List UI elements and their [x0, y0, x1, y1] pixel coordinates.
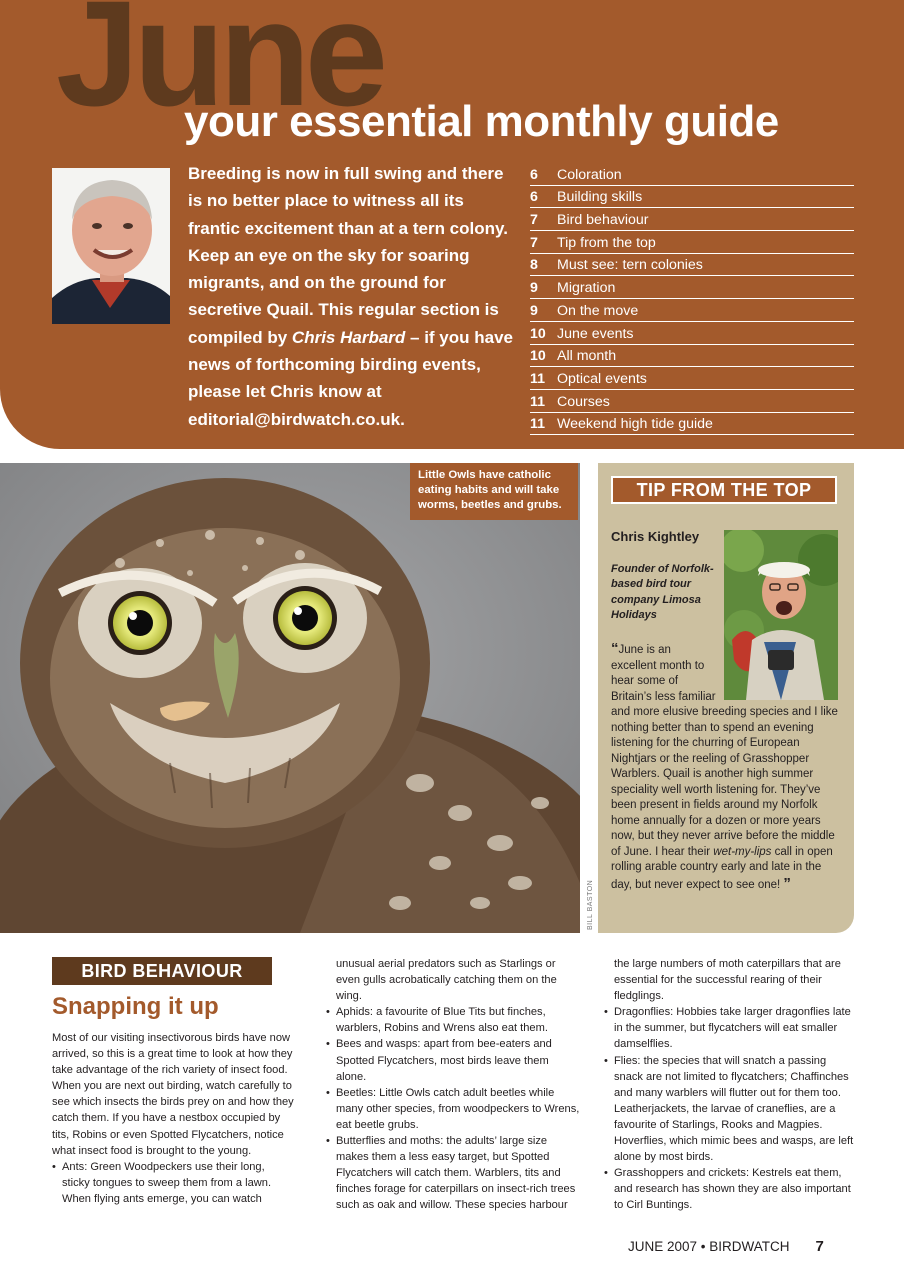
- tip-heading: TIP FROM THE TOP: [611, 476, 837, 504]
- toc-title: Must see: tern colonies: [557, 257, 703, 274]
- intro-author: Chris Harbard: [291, 327, 406, 347]
- intro-paragraph: [188, 160, 518, 433]
- toc-page: 8: [530, 257, 538, 274]
- section-heading: BIRD BEHAVIOUR: [52, 957, 272, 985]
- intro-end: – if you have news of forthcoming birding events, please let Chris know at editorial@birdwatch.co.uk.: [188, 327, 513, 429]
- article-column-3: [604, 956, 854, 1214]
- toc-page: 6: [530, 166, 538, 183]
- toc-item[interactable]: [530, 208, 854, 231]
- toc-item[interactable]: [530, 299, 854, 322]
- article-column-2: [326, 956, 582, 1214]
- toc-item[interactable]: [530, 186, 854, 209]
- toc-item[interactable]: [530, 345, 854, 368]
- continued-text: unusual aerial predators such as Starlings or even gulls acrobatically catching them on the wing.: [336, 958, 557, 1003]
- article-column-1: [52, 1030, 294, 1207]
- intro-main: Breeding is now in full swing and there is no better place to witness all its frantic excitement than at a tern colony. Keep an eye on the sky for soaring migrants, and on the ground for secretive Quail. This regular section is compiled by: [188, 164, 508, 347]
- tip-quote: [611, 641, 841, 893]
- month-title: June: [56, 0, 383, 137]
- list-item: • Bees and wasps: apart from bee-eaters and Spotted Flycatchers, most birds leave them alone.: [326, 1036, 582, 1084]
- tip-author-role: Founder of Norfolk-based bird tour company Limosa Holidays: [611, 563, 714, 622]
- guide-subtitle: your essential monthly guide: [184, 97, 779, 146]
- list-item: • Grasshoppers and crickets: Kestrels eat them, and research has shown they are also important to Cirl Buntings.: [604, 1165, 854, 1213]
- toc-page: 10: [530, 348, 546, 365]
- article-title: Snapping it up: [52, 993, 219, 1020]
- photo-credit: BILL BASTON: [587, 879, 594, 930]
- page-number: 7: [815, 1238, 824, 1255]
- toc-page: 10: [530, 325, 546, 342]
- list-item: • Dragonflies: Hobbies take larger dragonflies late in the summer, but flycatchers will eat smaller damselflies.: [604, 1004, 854, 1052]
- toc-page: 7: [530, 212, 538, 229]
- toc-title: Courses: [557, 393, 610, 410]
- toc-title: Tip from the top: [557, 234, 656, 251]
- toc-title: Building skills: [557, 189, 643, 206]
- open-quote-mark: “: [611, 640, 619, 657]
- toc-page: 6: [530, 189, 538, 206]
- toc-title: Bird behaviour: [557, 212, 649, 229]
- toc-page: 9: [530, 280, 538, 297]
- toc-page: 9: [530, 302, 538, 319]
- toc-title: On the move: [557, 302, 639, 319]
- toc-item[interactable]: [530, 276, 854, 299]
- page-footer: [628, 1238, 824, 1255]
- photo-caption: Little Owls have catholic eating habits and will take worms, beetles and grubs.: [410, 463, 578, 520]
- toc-page: 11: [530, 370, 545, 387]
- tip-quote-a: June is an excellent month to hear some of Britain’s less familiar and more elusive breeding species and I like nothing better than to spend an evening listening for the churring of European Nightjars or the reeling of Grasshopper Warblers. Quail is another high summer speciality well worth listening for. They’ve been present in fields around my Norfolk home annually for a dozen or more years now, but they never arrive before the middle of June. I hear their: [611, 644, 838, 858]
- tip-quote-b: call in open rolling arable country early and late in the day, but never expect to see one!: [611, 845, 833, 891]
- toc-item[interactable]: [530, 231, 854, 254]
- list-item: • Aphids: a favourite of Blue Tits but finches, warblers, Robins and Wrens also eat them.: [326, 1004, 582, 1036]
- toc-title: Coloration: [557, 166, 622, 183]
- list-item: • Butterflies and moths: the adults’ large size makes them a less easy target, but Spotted Flycatchers will catch them. Warblers, tits and finches forage for caterpillars on insect-rich trees such as oak and willow. These species harbour: [326, 1133, 582, 1213]
- list-item: • Ants: Green Woodpeckers use their long, sticky tongues to sweep them from a lawn. When flying ants emerge, you can watch: [52, 1159, 294, 1207]
- toc-title: Migration: [557, 280, 616, 297]
- continued-text: the large numbers of moth caterpillars that are essential for the successful rearing of their fledglings.: [614, 958, 841, 1003]
- toc-title: June events: [557, 325, 634, 342]
- toc-page: 11: [530, 393, 545, 410]
- toc-item[interactable]: [530, 254, 854, 277]
- toc-item[interactable]: [530, 413, 854, 436]
- tip-quote-em: wet-my-lips: [713, 845, 772, 858]
- list-item: • Beetles: Little Owls catch adult beetles while many other species, from woodpeckers to Wrens, eat beetle grubs.: [326, 1085, 582, 1133]
- toc-item[interactable]: [530, 367, 854, 390]
- toc-page: 7: [530, 234, 538, 251]
- list-item: • Flies: the species that will snatch a passing snack are not limited to flycatchers; Chaffinches and many warblers will flutter out for them too. Leatherjackets, the larvae of craneflies, are a favourite of Starlings, Rooks and Magpies. Hoverflies, which mimic bees and wasps, are left alone by most birds.: [604, 1053, 854, 1166]
- article-intro: Most of our visiting insectivorous birds have now arrived, so this is a great time to look at how they take advantage of the rich variety of insect food. When you are next out birding, watch carefully to see which insects the birds prey on and how they catch them. If you have a nestbox occupied by tits, Robins or even Spotted Flycatchers, notice what insect food is brought to the young.: [52, 1032, 294, 1157]
- issue-info: JUNE 2007 • BIRDWATCH: [628, 1239, 790, 1254]
- contents-list: [530, 163, 854, 435]
- toc-title: Weekend high tide guide: [557, 416, 713, 433]
- toc-item[interactable]: [530, 390, 854, 413]
- header-banner: [0, 0, 904, 449]
- tip-author-name: Chris Kightley: [611, 529, 700, 544]
- close-quote-mark: ”: [783, 874, 791, 892]
- toc-item[interactable]: [530, 322, 854, 345]
- toc-page: 11: [530, 416, 545, 433]
- toc-title: Optical events: [557, 370, 647, 387]
- little-owl-photo: [0, 463, 580, 933]
- author-portrait: [52, 168, 170, 324]
- toc-title: All month: [557, 348, 617, 365]
- toc-item[interactable]: [530, 163, 854, 186]
